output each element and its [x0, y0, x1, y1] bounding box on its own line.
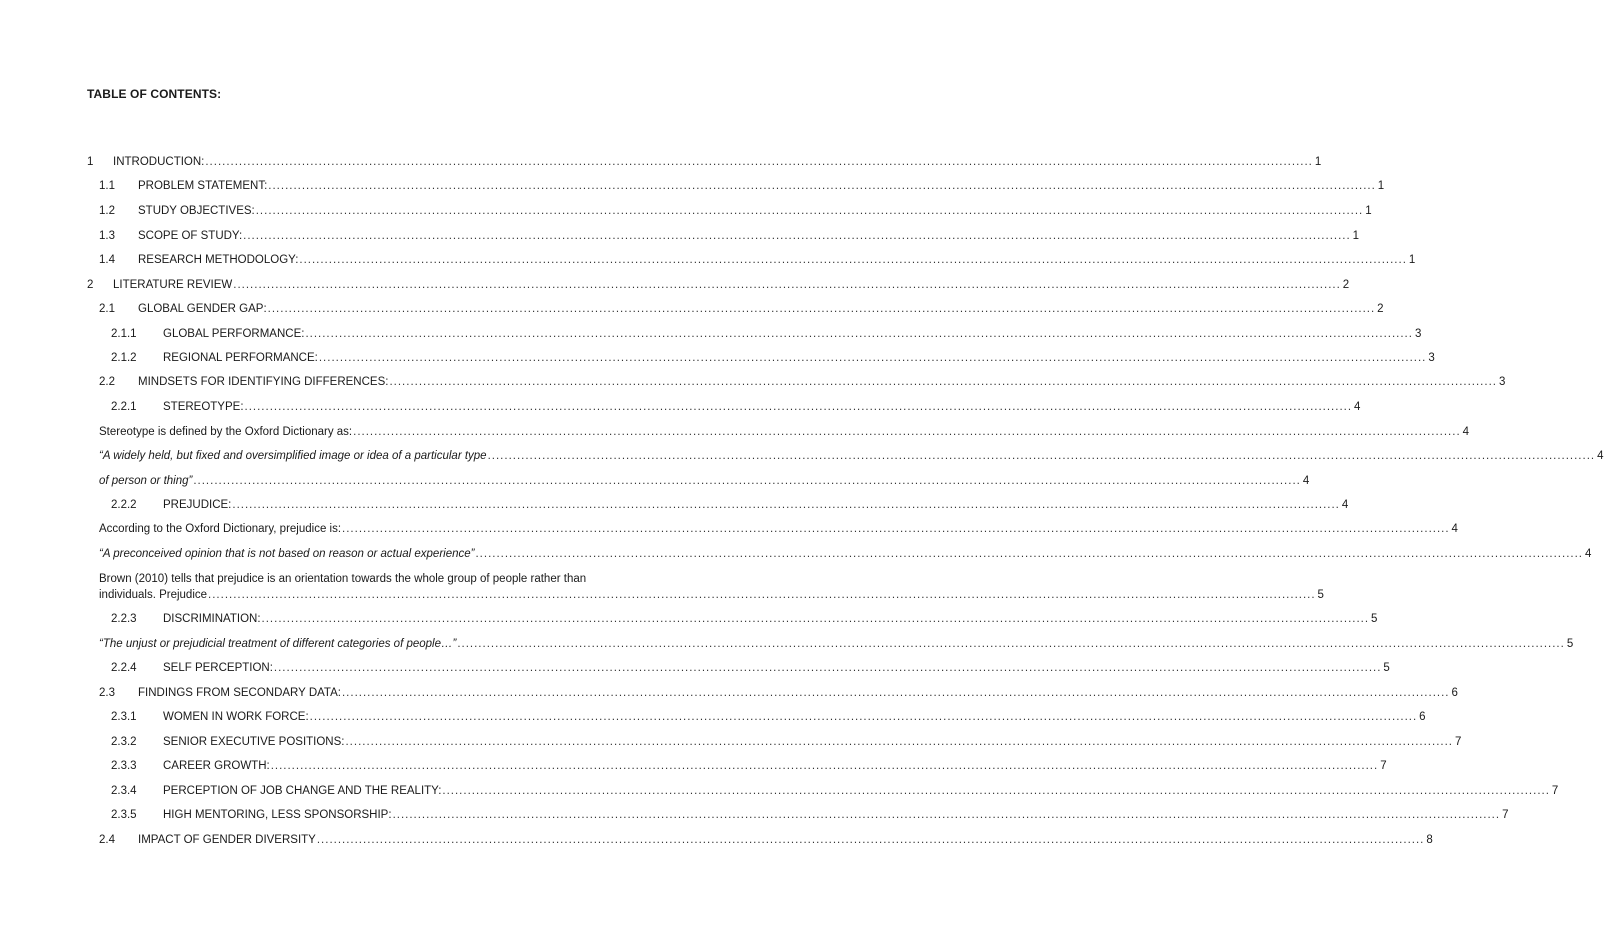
toc-entry-title: PROBLEM STATEMENT: [138, 180, 268, 192]
toc-entry-number: 2.3 [99, 687, 115, 699]
toc-entry-page-number: 4 [1354, 401, 1361, 413]
toc-entry-page-number: 7 [1454, 736, 1462, 748]
toc-dot-leader [310, 709, 1418, 725]
toc-entry-title: “A widely held, but fixed and oversimplified image or idea of a particular type [99, 450, 487, 462]
toc-entry[interactable] [99, 252, 1416, 268]
toc-entry-number: 2.4 [99, 834, 115, 846]
toc-entry-title: RESEARCH METHODOLOGY: [138, 254, 299, 266]
toc-entry-title: “The unjust or prejudicial treatment of different categories of people…” [99, 638, 457, 650]
toc-entry[interactable] [111, 734, 1462, 750]
toc-entry-title: SCOPE OF STUDY: [138, 230, 243, 242]
toc-dot-leader [475, 546, 1583, 562]
toc-entry-page-number: 6 [1451, 687, 1458, 699]
toc-entry[interactable] [99, 473, 1310, 489]
toc-entry-title: STEREOTYPE: [163, 401, 244, 413]
toc-dot-leader [342, 521, 1450, 537]
toc-dot-leader [262, 611, 1370, 627]
toc-entry-page-number: 7 [1551, 785, 1559, 797]
toc-entry[interactable] [99, 832, 1433, 848]
toc-dot-leader [342, 685, 1450, 701]
toc-entry-page-number: 2 [1342, 279, 1350, 291]
toc-dot-leader [319, 350, 1427, 366]
toc-entry-page-number: 6 [1419, 711, 1426, 723]
toc-entry-number: 2.3.1 [111, 711, 137, 723]
toc-dot-leader [271, 758, 1379, 774]
toc-entry-number: 1.1 [99, 180, 115, 192]
toc-entry-page-number: 1 [1408, 254, 1416, 266]
toc-entry[interactable] [99, 178, 1385, 194]
toc-entry-title: HIGH MENTORING, LESS SPONSORSHIP: [163, 809, 392, 821]
toc-entry-title: INTRODUCTION: [113, 156, 205, 168]
toc-dot-leader [193, 473, 1301, 489]
toc-dot-leader [442, 783, 1550, 799]
toc-entry-title: LITERATURE REVIEW [113, 279, 233, 291]
toc-dot-leader [317, 832, 1425, 848]
toc-dot-leader [457, 636, 1565, 652]
toc-entry-number: 2.1.2 [111, 352, 137, 364]
toc-entry-title: PERCEPTION OF JOB CHANGE AND THE REALITY: [163, 785, 442, 797]
toc-entry-number: 1.2 [99, 205, 115, 217]
toc-dot-leader [305, 326, 1413, 342]
toc-entry-number: 2.2.3 [111, 613, 137, 625]
toc-entry-title: SENIOR EXECUTIVE POSITIONS: [163, 736, 345, 748]
toc-entry-number: 2.2.2 [111, 499, 137, 511]
toc-entry[interactable] [99, 301, 1384, 317]
toc-entry-number: 2.1 [99, 303, 115, 315]
toc-entry-number: 2.2.1 [111, 401, 137, 413]
toc-entry-page-number: 3 [1498, 376, 1506, 388]
toc-entry[interactable] [111, 758, 1387, 774]
toc-entry-title: GLOBAL GENDER GAP: [138, 303, 267, 315]
toc-entry-title: REGIONAL PERFORMANCE: [163, 352, 318, 364]
toc-dot-leader [256, 203, 1364, 219]
toc-entry[interactable] [111, 497, 1349, 513]
toc-entry[interactable] [111, 399, 1361, 415]
toc-entry-page-number: 3 [1428, 352, 1435, 364]
toc-entry-title: GLOBAL PERFORMANCE: [163, 328, 305, 340]
toc-entry[interactable] [111, 611, 1378, 627]
toc-entry-page-number: 7 [1502, 809, 1509, 821]
toc-entry-page-number: 4 [1597, 450, 1604, 462]
toc-entry[interactable] [99, 203, 1372, 219]
toc-entry-title: STUDY OBJECTIVES: [138, 205, 255, 217]
toc-dot-leader [268, 178, 1376, 194]
toc-dot-leader [299, 252, 1407, 268]
toc-entry-page-number: 1 [1314, 156, 1322, 168]
toc-entry-page-number: 2 [1377, 303, 1384, 315]
toc-entry-number: 2.3.4 [111, 785, 137, 797]
toc-dot-leader [274, 660, 1382, 676]
toc-entry[interactable] [87, 154, 1322, 170]
toc-entry[interactable] [111, 709, 1426, 725]
toc-entry[interactable] [99, 424, 1470, 440]
toc-entry-title: SELF PERCEPTION: [163, 662, 273, 674]
toc-dot-leader [268, 301, 1376, 317]
toc-dot-leader [393, 807, 1501, 823]
toc-entry-page-number: 4 [1451, 523, 1458, 535]
toc-dot-leader [353, 424, 1461, 440]
toc-entry[interactable] [99, 448, 1604, 464]
toc-entry[interactable] [111, 660, 1390, 676]
toc-entry[interactable] [99, 521, 1458, 537]
toc-entry-page-number: 5 [1566, 638, 1574, 650]
toc-entry-number: 2.2 [99, 376, 115, 388]
toc-entry-number: 2.1.1 [111, 328, 137, 340]
toc-dot-leader [389, 374, 1497, 390]
toc-entry-page-number: 7 [1380, 760, 1387, 772]
toc-entry-number: 2.2.4 [111, 662, 137, 674]
toc-entry-number: 2.3.5 [111, 809, 137, 821]
toc-dot-leader [345, 734, 1453, 750]
toc-dot-leader [245, 399, 1353, 415]
toc-entry-page-number: 1 [1365, 205, 1372, 217]
toc-entry-title: According to the Oxford Dictionary, prejudice is: [99, 523, 342, 535]
toc-entry[interactable] [99, 685, 1458, 701]
toc-entry[interactable] [99, 228, 1360, 244]
toc-entry-number: 1.3 [99, 230, 115, 242]
toc-entry-title: individuals. Prejudice [99, 589, 208, 601]
toc-entry-title: IMPACT OF GENDER DIVERSITY [138, 834, 316, 846]
toc-entry[interactable] [99, 636, 1574, 652]
toc-entry-number: 2.3.2 [111, 736, 137, 748]
toc-entry-page-number: 1 [1352, 230, 1360, 242]
toc-entry-page-number: 4 [1462, 426, 1470, 438]
toc-entry-number: 2 [87, 279, 94, 291]
toc-entry[interactable] [87, 277, 1350, 293]
toc-entry[interactable] [99, 587, 1324, 603]
toc-entry[interactable] [99, 374, 1506, 390]
toc-entry-number: 1 [87, 156, 94, 168]
toc-entry-title: Stereotype is defined by the Oxford Dictionary as: [99, 426, 353, 438]
toc-dot-leader [205, 154, 1313, 170]
toc-entry-page-number: 1 [1377, 180, 1385, 192]
toc-entry-title: of person or thing” [99, 475, 193, 487]
toc-entry-title: “A preconceived opinion that is not based on reason or actual experience” [99, 548, 475, 560]
toc-entry-page-number: 5 [1383, 662, 1390, 674]
toc-entry[interactable] [111, 326, 1422, 342]
toc-dot-leader [208, 587, 1316, 603]
toc-entry-title: WOMEN IN WORK FORCE: [163, 711, 309, 723]
toc-entry-page-number: 4 [1341, 499, 1349, 511]
toc-entry[interactable] [111, 783, 1559, 799]
page-title: TABLE OF CONTENTS: [87, 87, 222, 101]
toc-entry[interactable] [111, 807, 1509, 823]
toc-entry-number: 1.4 [99, 254, 115, 266]
toc-entry-page-number: 5 [1317, 589, 1324, 601]
toc-dot-leader [243, 228, 1351, 244]
toc-entry-page-number: 8 [1426, 834, 1433, 846]
toc-entry[interactable] [111, 350, 1435, 366]
toc-entry-title: PREJUDICE: [163, 499, 232, 511]
toc-entry-page-number: 4 [1584, 548, 1592, 560]
toc-entry-page-number: 3 [1414, 328, 1422, 340]
toc-entry-title: MINDSETS FOR IDENTIFYING DIFFERENCES: [138, 376, 389, 388]
toc-dot-leader [233, 277, 1341, 293]
toc-entry-page-number: 4 [1302, 475, 1310, 487]
toc-entry-title: DISCRIMINATION: [163, 613, 261, 625]
toc-paragraph-line: Brown (2010) tells that prejudice is an orientation towards the whole group of people rather than [99, 573, 587, 585]
toc-entry-title: CAREER GROWTH: [163, 760, 270, 772]
toc-entry[interactable] [99, 546, 1592, 562]
toc-entry-title: FINDINGS FROM SECONDARY DATA: [138, 687, 341, 699]
toc-entry-page-number: 5 [1371, 613, 1378, 625]
toc-dot-leader [488, 448, 1596, 464]
toc-entry-number: 2.3.3 [111, 760, 137, 772]
toc-dot-leader [232, 497, 1340, 513]
